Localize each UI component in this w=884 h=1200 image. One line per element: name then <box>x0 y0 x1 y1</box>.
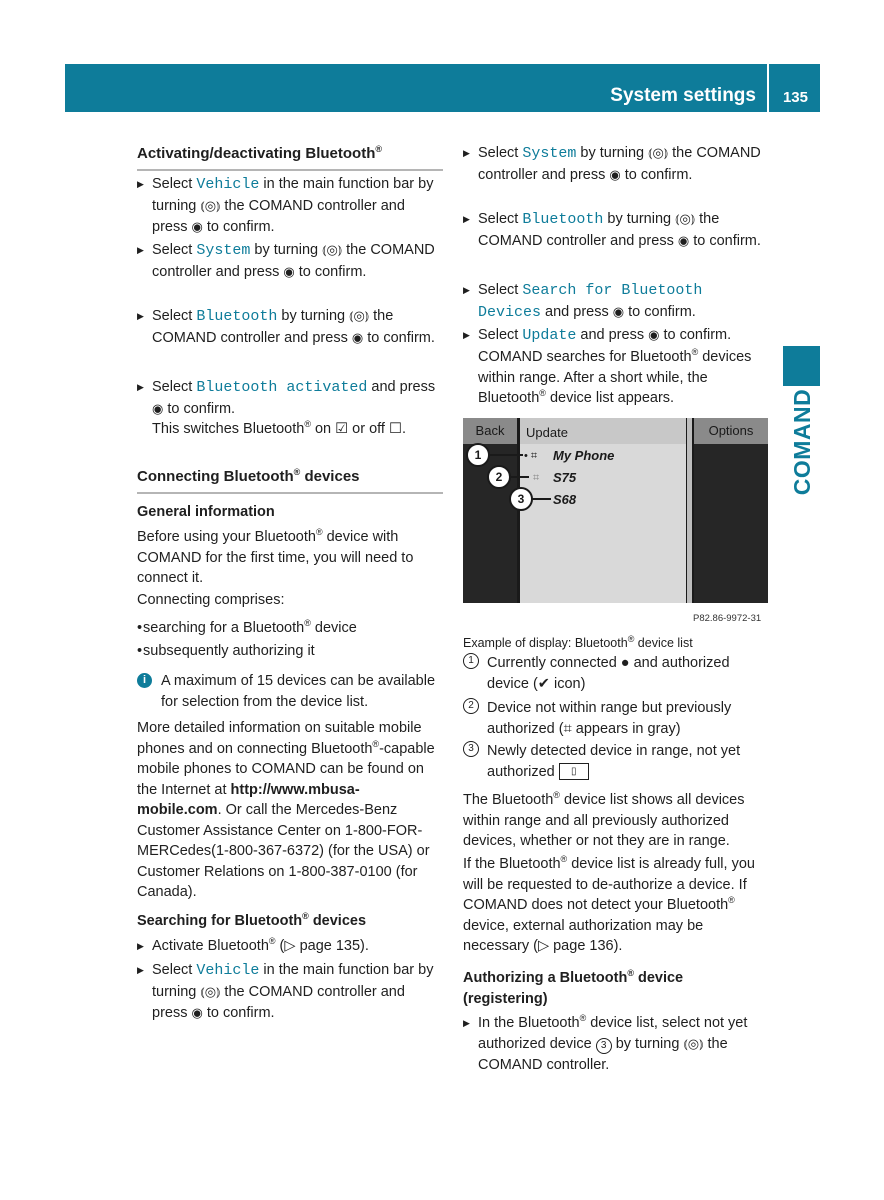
number-3-icon: 3 <box>596 1038 612 1054</box>
screen-update-label: Update <box>526 425 568 440</box>
device-s75: S75 <box>553 470 577 485</box>
phone-check-icon: ⌗ <box>563 720 572 737</box>
header-divider <box>767 64 769 112</box>
step-select-update: ▶ Select Update and press ◉ to confirm. <box>463 325 771 347</box>
step-search-devices: ▶ Select Search for Bluetooth Devices and press ◉ to confirm. <box>463 280 771 323</box>
controller-turn-icon: ⦅◎⦆ <box>683 1036 704 1052</box>
number-3-icon: 3 <box>463 741 479 757</box>
step-select-vehicle: ▶ Select Vehicle in the main function bar by turning ⦅◎⦆ the COMAND controller and press ◉ to confirm. <box>137 174 443 239</box>
controller-turn-icon: ⦅◎⦆ <box>648 146 669 161</box>
controller-turn-icon: ⦅◎⦆ <box>200 198 221 214</box>
heading-connecting: Connecting Bluetooth® devices <box>137 467 443 494</box>
image-code: P82.86-9972-31 <box>693 613 762 624</box>
controller-press-icon: ◉ <box>677 233 690 249</box>
heading-activating: Activating/deactivating Bluetooth® <box>137 144 443 171</box>
bullet-searching: • searching for a Bluetooth® device <box>137 618 443 639</box>
connected-dot-phone-icon: • ⌗ <box>524 450 538 462</box>
bullet-authorizing: • subsequently authorizing it <box>137 641 443 662</box>
side-tab <box>783 388 820 496</box>
para-list-full: If the Bluetooth® device list is already full, you will be requested to de-authorize a device. If COMAND does not detect your Bluetooth® device, external authorization may be necessary (▷ page 136). <box>463 854 755 954</box>
number-2-icon: 2 <box>463 698 479 714</box>
screen-scrollbar <box>687 418 692 603</box>
controller-turn-icon: ⦅◎⦆ <box>322 243 343 258</box>
info-icon: i <box>137 673 152 688</box>
screen-options-button: Options <box>694 418 768 444</box>
para-comprises: Connecting comprises: <box>137 592 285 608</box>
page-header <box>65 64 820 112</box>
phone-box-icon: ▯ <box>559 763 589 780</box>
callout-1: 1 <box>466 443 490 467</box>
step-select-vehicle-2: ▶ Select Vehicle in the main function bar by turning ⦅◎⦆ the COMAND controller and press ◉ to confirm. <box>137 960 443 1025</box>
step-select-bluetooth: ▶ Select Bluetooth by turning ⦅◎⦆ the COMAND controller and press ◉ to confirm. <box>137 306 443 349</box>
heading-general: General information <box>137 504 275 520</box>
legend-item-1: 1 Currently connected ● and authorized device (✔ icon) <box>463 653 771 694</box>
step-authorize: ▶ In the Bluetooth® device list, select not yet authorized device 3 by turning ⦅◎⦆ the COMAND controller. <box>463 1013 771 1076</box>
page-number: 135 <box>782 89 808 106</box>
callout-3: 3 <box>509 487 533 511</box>
controller-press-icon: ◉ <box>609 167 621 183</box>
controller-press-icon: ◉ <box>283 264 295 280</box>
controller-press-icon: ◉ <box>612 304 625 320</box>
controller-turn-icon: ⦅◎⦆ <box>675 212 696 227</box>
controller-press-icon: ◉ <box>152 401 164 417</box>
device-my-phone: My Phone <box>553 448 615 463</box>
side-tab-label: COMAND <box>788 388 815 496</box>
info-note: i A maximum of 15 devices can be available for selection from the device list. <box>137 671 443 712</box>
side-tab-marker <box>783 346 820 386</box>
step-activate-bluetooth: ▶ Activate Bluetooth® (▷ page 135). <box>137 936 443 957</box>
controller-turn-icon: ⦅◎⦆ <box>349 309 370 324</box>
para-before-using: Before using your Bluetooth® device with COMAND for the first time, you will need to connect it. <box>137 527 414 586</box>
para-searching-range: COMAND searches for Bluetooth® devices within range. After a short while, the Bluetooth® device list appears. <box>478 347 752 406</box>
bullet-dot-icon: ● <box>620 655 630 671</box>
step-bluetooth-activated: ▶ Select Bluetooth activated and press ◉ to confirm. <box>137 377 443 420</box>
legend-item-3: 3 Newly detected device in range, not yet authorized ▯ <box>463 741 771 782</box>
number-1-icon: 1 <box>463 653 479 669</box>
checkbox-checked-icon: ☑ <box>335 421 349 437</box>
callout-2: 2 <box>487 465 511 489</box>
checkbox-empty-icon: ☐ <box>389 421 402 437</box>
figure-caption: Example of display: Bluetooth® device list <box>463 633 693 650</box>
step-select-system-r: ▶ Select System by turning ⦅◎⦆ the COMAND controller and press ◉ to confirm. <box>463 143 771 186</box>
controller-turn-icon: ⦅◎⦆ <box>200 984 221 1000</box>
callout-line-1 <box>485 454 523 456</box>
para-device-list: The Bluetooth® device list shows all devices within range and all previously authorized devices, whether or not they are in range. <box>463 790 745 849</box>
website-link: http://www.mbusa-mobile.com <box>137 781 360 818</box>
legend-item-2: 2 Device not within range but previously authorized (⌗ appears in gray) <box>463 698 771 739</box>
section-title: System settings <box>610 85 756 106</box>
para-more-info: More detailed information on suitable mobile phones and on connecting Bluetooth®-capable mobile phones to COMAND can be found on the Internet at http://www.mbusa-mobile.com. Or call the Mercedes-Benz Customer Assistance Center on 1-800-FOR-MERCedes(1-800-367-6372) (for the USA) or Customer Relations on 1-800-387-0100 (for Canada). <box>137 720 435 900</box>
heading-searching: Searching for Bluetooth® devices <box>137 911 367 929</box>
controller-press-icon: ◉ <box>191 1006 203 1021</box>
authorized-phone-icon: ⌗ <box>533 472 540 484</box>
heading-authorizing: Authorizing a Bluetooth® device (registering) <box>463 968 684 1007</box>
step-select-bluetooth-r: ▶ Select Bluetooth by turning ⦅◎⦆ the COMAND controller and press ◉ to confirm. <box>463 209 771 252</box>
device-s68: S68 <box>553 492 577 507</box>
controller-press-icon: ◉ <box>191 220 203 235</box>
checkmark-icon: ✔ <box>537 675 550 692</box>
controller-press-icon: ◉ <box>351 330 364 346</box>
switch-note: This switches Bluetooth® on ☑ or off ☐. <box>152 419 407 437</box>
device-list-screen <box>463 418 768 603</box>
step-select-system: ▶ Select System by turning ⦅◎⦆ the COMAND controller and press ◉ to confirm. <box>137 240 443 283</box>
controller-press-icon: ◉ <box>648 328 660 343</box>
screen-right-panel <box>694 444 768 603</box>
screen-back-button: Back <box>463 418 517 444</box>
